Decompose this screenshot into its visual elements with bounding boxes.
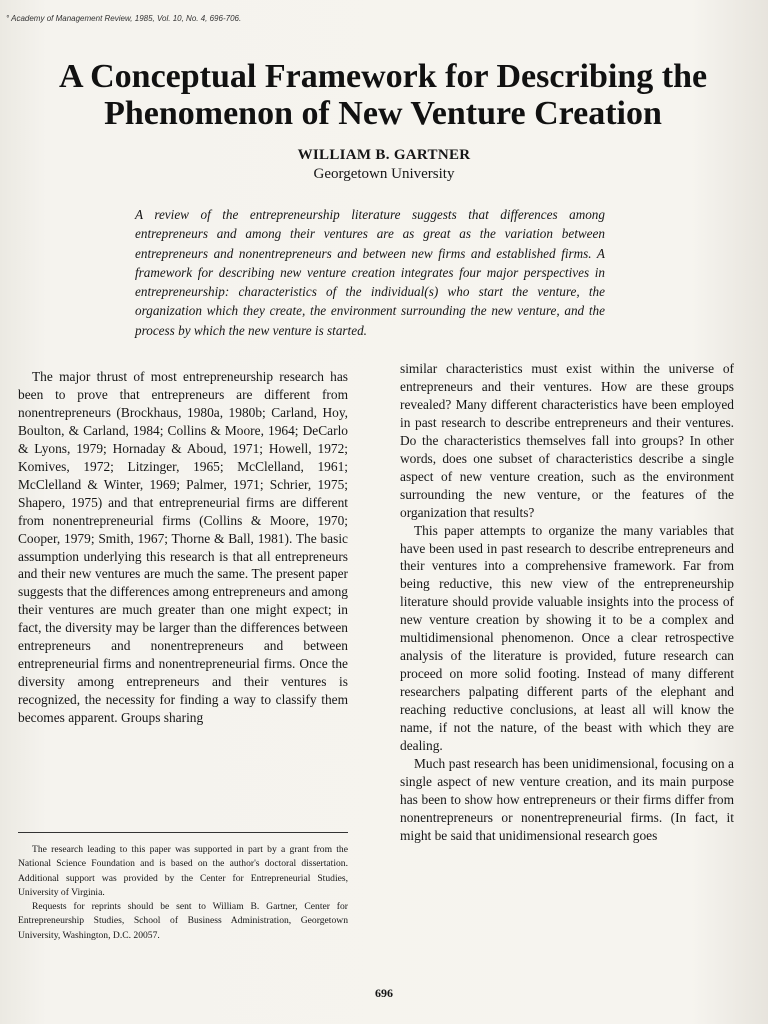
body-paragraph: The major thrust of most entrepreneurship research has been to prove that entrepreneurs are different from nonentrepreneurs (Brockhaus, 1980a, 1980b; Carland, Hoy, Boulton, & Carland, 1984; Collins & Moore, 1964; DeCarlo & Lyons, 1979; Hornaday & Aboud, 1971; Howell, 1972; Komives, 1972; Litzinger, 1965; McClelland, 1961; McClelland & Winter, 1969; Palmer, 1971; Schrier, 1975; Shapero, 1975) and that entrepreneurial firms are different from nonentrepreneurial firms (Collins & Moore, 1970; Cooper, 1979; Smith, 1967; Thorne & Ball, 1981). The basic assumption underlying this research is that all entrepreneurs and their new ventures are much the same. The present paper suggests that the differences among entrepreneurs and among their ventures are much greater than one might expect; in fact, the diversity may be larger than the differences between entrepreneurs and nonentrepreneurs and between entrepreneurial firms and nonentrepreneurial firms. Once the diversity among entrepreneurs and their ventures is recognized, the necessity for finding a way to classify them becomes apparent. Groups sharing xyxy=(18,369,348,726)
footnote-reprints: Requests for reprints should be sent to William B. Gartner, Center for Entrepreneurship Studies, School of Business Administration, Georgetown University, Washington, D.C. 20057. xyxy=(18,901,348,941)
author-affiliation: Georgetown University xyxy=(313,166,455,182)
page-number: 696 xyxy=(375,986,393,1000)
body-right-column xyxy=(400,360,734,845)
body-paragraph: This paper attempts to organize the many variables that have been used in past research to describe entrepreneurs and their ventures into a comprehensive framework. Far from being reductive, this new view of the entrepreneurship literature should provide valuable insights into the process of new venture creation by showing it to be a complex and multidimensional phenomenon. Once a clear retrospective analysis of the literature is provided, future research can proceed on more solid footing. Instead of many different researchers palpating different parts of the elephant and reaching reductive conclusions, at least all will know the name, if not the nature, of the beast with which they are dealing. xyxy=(400,522,734,754)
footnote-funding: The research leading to this paper was supported in part by a grant from the National Science Foundation and is based on the author's doctoral dissertation. Additional support was provided by the Center for Entrepreneurial Studies, University of Virginia. xyxy=(18,844,348,898)
journal-citation: ° Academy of Management Review, 1985, Vol. 10, No. 4, 696-706. xyxy=(6,14,242,23)
body-paragraph: similar characteristics must exist within the universe of entrepreneurs and their ventures. How are these groups revealed? Many different characteristics have been employed in past research to describe entrepreneurs and their ventures. Do the characteristics themselves fall into groups? In other words, does one subset of characteristics describe a single aspect of new venture creation, such as the environment surrounding the new venture, or the features of the organization that results? xyxy=(400,361,734,520)
body-paragraph: Much past research has been unidimensional, focusing on a single aspect of new venture creation, and its main purpose has been to show how entrepreneurs or their firms differ from nonentrepreneurs or nonentrepreneurial firms. (In fact, it might be said that unidimensional research goes xyxy=(400,755,734,843)
footnote-divider xyxy=(18,832,348,833)
author-name: WILLIAM B. GARTNER xyxy=(297,147,471,163)
footnotes xyxy=(18,843,348,943)
body-left-column xyxy=(18,368,348,727)
article-title: A Conceptual Framework for Describing the Phenomenon of New Venture Creation xyxy=(58,58,708,132)
abstract: A review of the entrepreneurship literature suggests that differences among entrepreneurs and among their ventures are as great as the variation between entrepreneurs and nonentrepreneurs and between new firms and established firms. A framework for describing new venture creation integrates four major perspectives in entrepreneurship: characteristics of the individual(s) who start the venture, the organization which they create, the environment surrounding the new venture, and the process by which the new venture is started. xyxy=(135,207,605,338)
